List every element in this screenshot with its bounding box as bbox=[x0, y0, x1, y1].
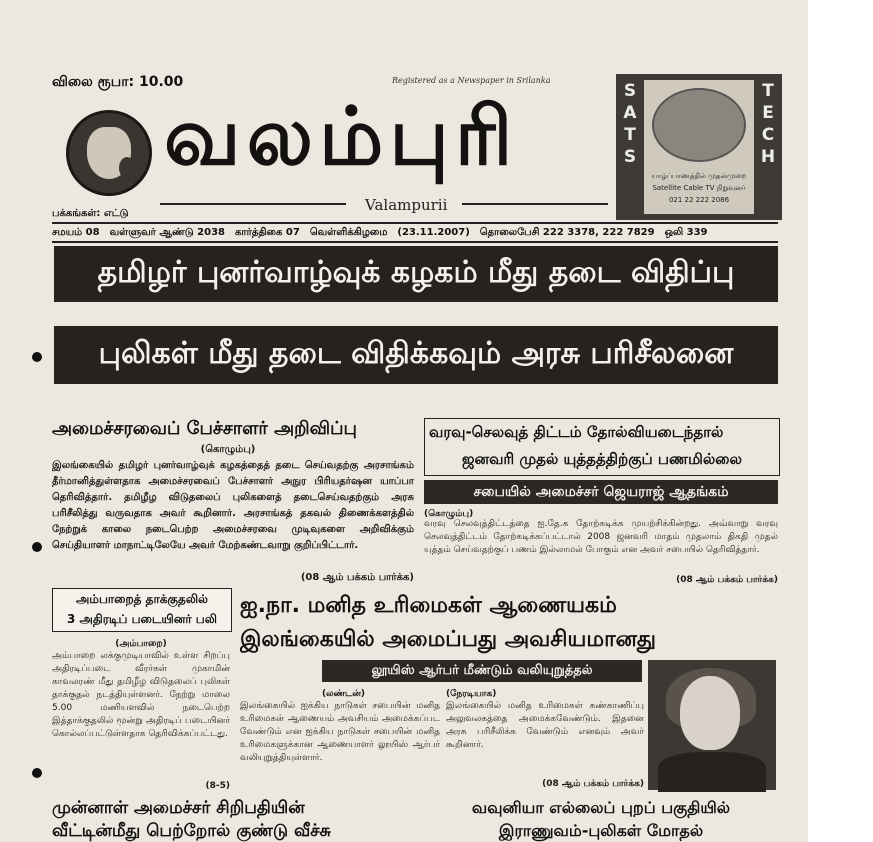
story4-continued: (08 ஆம் பக்கம் பார்க்க) bbox=[542, 779, 644, 789]
punch-hole bbox=[32, 542, 42, 552]
story5-headline-2: வீட்டின்மீது பெற்றோல் குண்டு வீச்சு bbox=[52, 821, 331, 841]
sats-tech-advert bbox=[616, 74, 782, 220]
masthead-rule-left bbox=[160, 203, 346, 205]
story3-headline-1: அம்பாறைத் தாக்குதலில் bbox=[75, 592, 209, 606]
story4-headline-2: இலங்கையில் அமைப்பது அவசியமானது bbox=[240, 627, 656, 652]
dateline-day: வெள்ளிக்கிழமை bbox=[309, 226, 388, 238]
story2-headline-1: வரவு-செலவுத் திட்டம் தோல்வியடைந்தால் bbox=[429, 423, 724, 441]
ad-line-2: Satellite Cable TV நிறுவுனர் bbox=[652, 184, 746, 192]
story6-headline-2: இராணுவம்-புலிகள் மோதல் bbox=[498, 821, 704, 840]
dateline-phone: தொலைபேசி 222 3378, 222 7829 bbox=[479, 226, 655, 238]
story4-headline-1: ஐ.நா. மனித உரிமைகள் ஆணையகம் bbox=[240, 593, 617, 618]
story4-body-left: இலங்கையில் ஐக்கிய நாடுகள் சபையின் மனித உரிமைகள் ஆணையம் அவசியம் அமைக்கப்பட வேண்டும் என ஐக்கிய நாடுகள் சபையின் மனித உரிமைகளுக்கான ஆணையாளர் லூயிஸ் ஆர்பர் வலியுறுத்தியுள்ளார். bbox=[240, 701, 440, 763]
page-count: பக்கங்கள்: எட்டு bbox=[52, 208, 129, 219]
ad-left-letters: S A T S bbox=[623, 81, 637, 167]
price-label: விலை ரூபா: 10.00 bbox=[52, 74, 184, 90]
story3-headline-2: 3 அதிரடிப் படையினர் பலி bbox=[67, 612, 217, 626]
story2-headline-2: ஜனவரி முதல் யுத்தத்திற்குப் பணமில்லை bbox=[462, 450, 742, 468]
story3-header bbox=[52, 588, 232, 632]
masthead-rule-right bbox=[462, 203, 608, 205]
story4-dateline-left: (லண்டன்) bbox=[322, 689, 366, 699]
satellite-dish-icon bbox=[652, 88, 746, 162]
punch-hole bbox=[32, 352, 42, 362]
dateline-year: வள்ளுவர் ஆண்டு 2038 bbox=[109, 226, 225, 238]
punch-hole bbox=[32, 768, 42, 778]
masthead-title: வலம்புரி bbox=[164, 90, 519, 183]
story4-subhead: லூயிஸ் ஆர்பர் மீண்டும் வலியுறுத்தல் bbox=[322, 660, 642, 682]
story3-body: அம்பாறை லக்குமுடியாவில் உள்ள சிறப்பு அதிரடிப்படை வீரர்கள் முகாமின் காவலரண் மீது தமிழீழ விடுதலைப் புலிகள் தாக்குதல் நடத்தியுள்ளனர். நேற்று மாலை 5.00 மணியளவில் நடைபெற்ற இத்தாக்குதலில் மூன்று அதிரடிப் படையினர் கொல்லப்பட்டுள்ளதாக தெரிவிக்கப்பட்டது. bbox=[52, 651, 230, 739]
story1-dateline: (கொழும்பு) bbox=[200, 444, 256, 455]
story5-headline-1: முன்னாள் அமைச்சர் சிறிபதியின் bbox=[52, 798, 305, 818]
story2-subhead: சபையில் அமைச்சர் ஜெயராஜ் ஆதங்கம் bbox=[424, 480, 778, 504]
dateline-month: கார்த்திகை 07 bbox=[235, 226, 300, 238]
masthead-roman: Valampurii bbox=[365, 196, 448, 214]
headline-banner-1: தமிழர் புனர்வாழ்வுக் கழகம் மீது தடை விதிப்பு bbox=[54, 246, 778, 302]
story3-dateline: (அம்பாறை) bbox=[115, 639, 167, 649]
ad-line-1: யாழ்ப்பாணத்தில் முதன்முறை bbox=[651, 172, 747, 180]
dateline-bar bbox=[52, 222, 778, 243]
story4-dateline-right: (நேரடியாக) bbox=[446, 689, 497, 699]
registration-note: Registered as a Newspaper in Srilanka bbox=[392, 76, 551, 85]
ad-right-letters: T E C H bbox=[760, 81, 776, 167]
ad-line-3: 021 22 222 2086 bbox=[668, 196, 730, 204]
story6-headline-1: வவுனியா எல்லைப் புறப் பகுதியில் bbox=[471, 798, 731, 817]
story2-body: வரவு செலவுத்திட்டத்தை ஐ.தே.க தோற்கடிக்க முயற்சிக்கின்றது. அவ்வாறு வரவு செலவுத்திட்டம் தோற்கடிக்கப்பட்டால் 2008 ஜனவரி மாதம் முதலாம் திகதி முதல் யுத்தம் செய்வதற்குப் பணம் இல்லாமல் போகும் என அவர் சபையில் தெரிவித்தார். bbox=[424, 519, 778, 555]
conch-emblem-logo bbox=[66, 110, 152, 196]
story2-continued: (08 ஆம் பக்கம் பார்க்க) bbox=[676, 575, 778, 585]
story3-continued: (8-5) bbox=[205, 781, 230, 791]
headline-banner-2: புலிகள் மீது தடை விதிக்கவும் அரசு பரிசீலனை bbox=[54, 326, 778, 384]
story1-headline: அமைச்சரவைப் பேச்சாளர் அறிவிப்பு bbox=[52, 418, 357, 439]
ad-panel bbox=[644, 80, 754, 214]
portrait-photo bbox=[648, 660, 776, 790]
story1-continued: (08 ஆம் பக்கம் பார்க்க) bbox=[300, 572, 414, 583]
dateline-date: (23.11.2007) bbox=[397, 227, 470, 238]
story2-header bbox=[424, 418, 780, 476]
story1-body: இலங்கையில் தமிழர் புனர்வாழ்வுக் கழகத்தைத் தடை செய்வதற்கு அரசாங்கம் தீர்மானித்துள்ளதாக அமைச்சரவைப் பேச்சாளர் அநுர பிரியதர்ஷன யாப்பா தெரிவித்தார். தமிழீழ விடுதலைப் புலிகளைத் தடைசெய்வதற்கும் அரசு பரிசீலித்து வருவதாக அவர் கூறினார். அரசாங்கத் தகவல் திணைக்களத்தில் நேற்றுக் காலை நடைபெற்ற அமைச்சரவை முடிவுகளை அறிவிக்கும் செய்தியாளர் மாநாட்டிலேயே அவர் மேற்கண்டவாறு குறிப்பிட்டார். bbox=[52, 460, 414, 551]
story4-body-right: இலங்கையில் மனித உரிமைகள் கண்காணிப்பு அலுவலகத்தை அமைக்கவேண்டும். இதனை அரசு பரிசீலிக்க வேண்டும் எனவும் அவர் கூறினார். bbox=[446, 701, 644, 750]
dateline-number: ஒலி 339 bbox=[664, 226, 708, 238]
story2-dateline: (கொழும்பு) bbox=[424, 509, 474, 519]
dateline-issue: சமயம் 08 bbox=[52, 226, 100, 238]
